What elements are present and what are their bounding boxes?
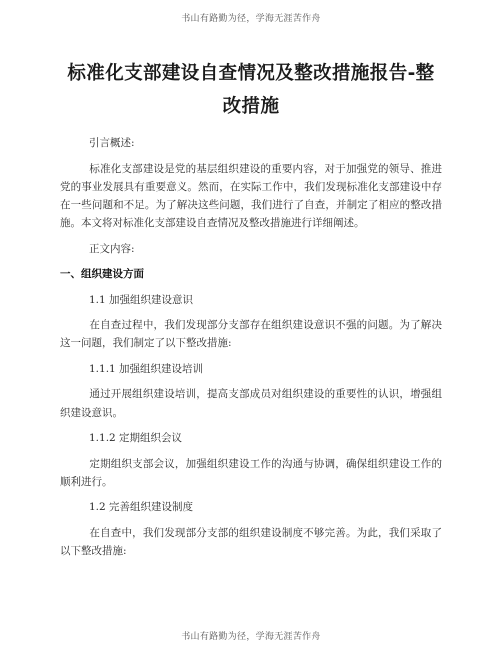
paragraph: 定期组织支部会议，加强组织建设工作的沟通与协调，确保组织建设工作的顺利进行。 (60, 457, 442, 488)
document-title: 标准化支部建设自查情况及整改措施报告-整改措施 (67, 63, 435, 117)
intro-paragraph: 标准化支部建设是党的基层组织建设的重要内容，对于加强党的领导、推进党的事业发展具有重要意义。然而，在实际工作中，我们发现标准化支部建设中存在一些问题和不足。为了解决这些问题，我们进行了自查，并制定了相应的整改措施。本文将对标准化支部建设自查情况及整改措施进行详细阐述。 (60, 162, 442, 230)
page-header: 书山有路勤为径，学海无涯苦作舟 (181, 14, 321, 24)
page-footer: 书山有路勤为径，学海无涯苦作舟 (181, 632, 321, 642)
intro-label: 引言概述: (89, 137, 135, 149)
subsection-heading: 1.1 加强组织建设意识 (89, 293, 194, 306)
document-body (60, 134, 442, 567)
main-label: 正文内容: (89, 242, 135, 255)
paragraph: 在自查中，我们发现部分支部的组织建设制度不够完善。为此，我们采取了以下整改措施: (60, 526, 442, 557)
subsubsection-heading: 1.1.2 定期组织会议 (89, 432, 183, 445)
paragraph: 通过开展组织建设培训，提高支部成员对组织建设的重要性的认识，增强组织建设意识。 (60, 388, 442, 419)
subsection-heading: 1.2 完善组织建设制度 (89, 501, 194, 514)
paragraph: 在自查过程中，我们发现部分支部存在组织建设意识不强的问题。为了解决这一问题，我们制定了以下整改措施: (60, 319, 442, 350)
subsubsection-heading: 1.1.1 加强组织建设培训 (89, 362, 204, 375)
section-heading: 一、组织建设方面 (60, 268, 144, 281)
